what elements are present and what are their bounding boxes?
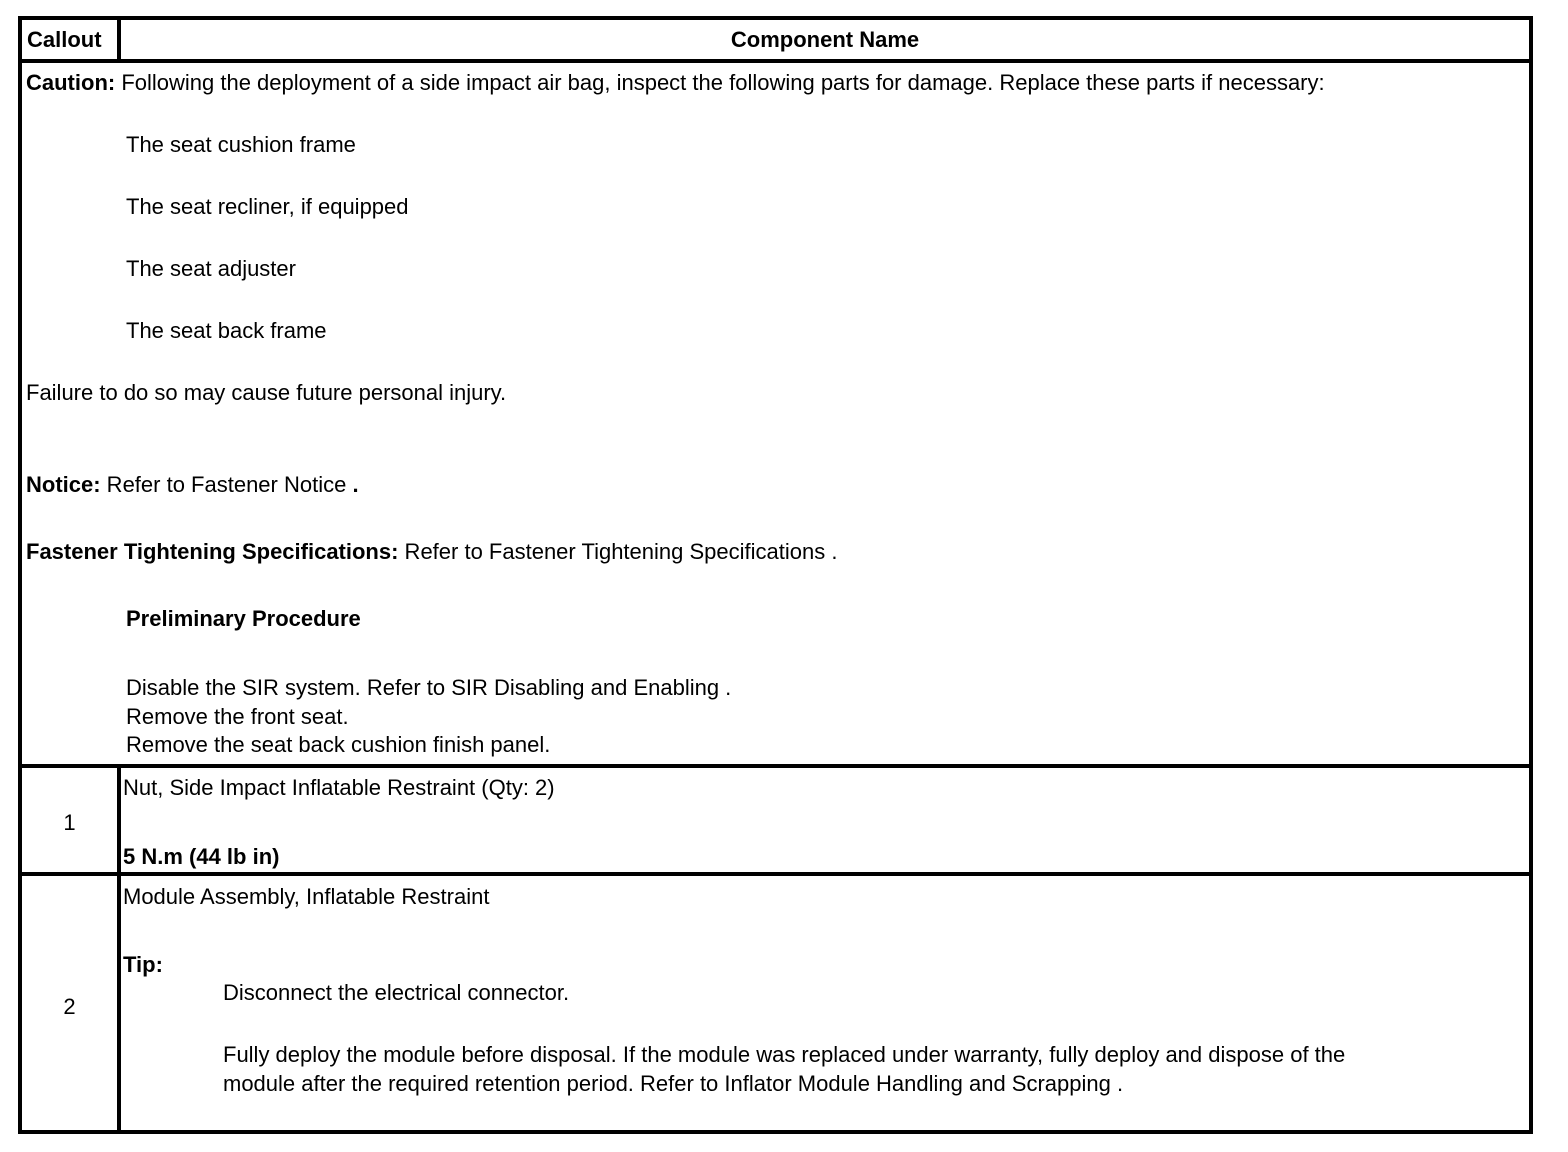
tip-item: Fully deploy the module before disposal. If the module was replaced under warranty, fully deploy and dispose of the	[223, 1042, 1346, 1067]
caution-item: The seat adjuster	[126, 256, 296, 281]
preliminary-step: Remove the front seat.	[126, 704, 349, 729]
column-divider	[117, 876, 121, 1130]
table-row	[22, 876, 1529, 1130]
caution-row	[22, 63, 1529, 768]
torque-spec: 5 N.m (44 lb in)	[123, 844, 280, 869]
callout-number: 2	[63, 994, 76, 1019]
preliminary-title: Preliminary Procedure	[126, 606, 361, 631]
caution-footer: Failure to do so may cause future personal injury.	[26, 380, 507, 405]
callout-number: 1	[63, 810, 76, 835]
preliminary-step: Disable the SIR system. Refer to SIR Disabling and Enabling .	[126, 675, 732, 700]
header-component-name: Component Name	[730, 27, 920, 52]
header-callout: Callout	[27, 27, 102, 52]
fastener-text: Refer to Fastener Tightening Specifications .	[398, 539, 838, 564]
component-name: Module Assembly, Inflatable Restraint	[123, 884, 490, 909]
notice-tail: .	[352, 472, 359, 497]
caution-item: The seat recliner, if equipped	[126, 194, 409, 219]
fastener-paragraph	[26, 539, 837, 565]
notice-label: Notice:	[26, 472, 101, 497]
fastener-label: Fastener Tightening Specifications:	[26, 539, 399, 564]
caution-paragraph	[26, 70, 1325, 96]
column-divider	[117, 768, 121, 872]
preliminary-step: Remove the seat back cushion finish panel.	[126, 732, 551, 757]
caution-item: The seat cushion frame	[126, 132, 356, 157]
caution-item: The seat back frame	[126, 318, 327, 343]
table-header-row	[22, 20, 1529, 63]
tip-label: Tip:	[123, 952, 163, 977]
notice-text: Refer to Fastener Notice	[100, 472, 353, 497]
component-name: Nut, Side Impact Inflatable Restraint (Qty: 2)	[123, 775, 555, 800]
caution-text: Following the deployment of a side impact air bag, inspect the following parts for damage. Replace these parts if necessary:	[115, 70, 1325, 95]
tip-item: module after the required retention period. Refer to Inflator Module Handling and Scrapping .	[223, 1071, 1124, 1096]
caution-label: Caution:	[26, 70, 116, 95]
tip-item: Disconnect the electrical connector.	[223, 980, 570, 1005]
notice-paragraph	[26, 472, 359, 498]
component-table	[18, 16, 1533, 1134]
table-row	[22, 768, 1529, 876]
